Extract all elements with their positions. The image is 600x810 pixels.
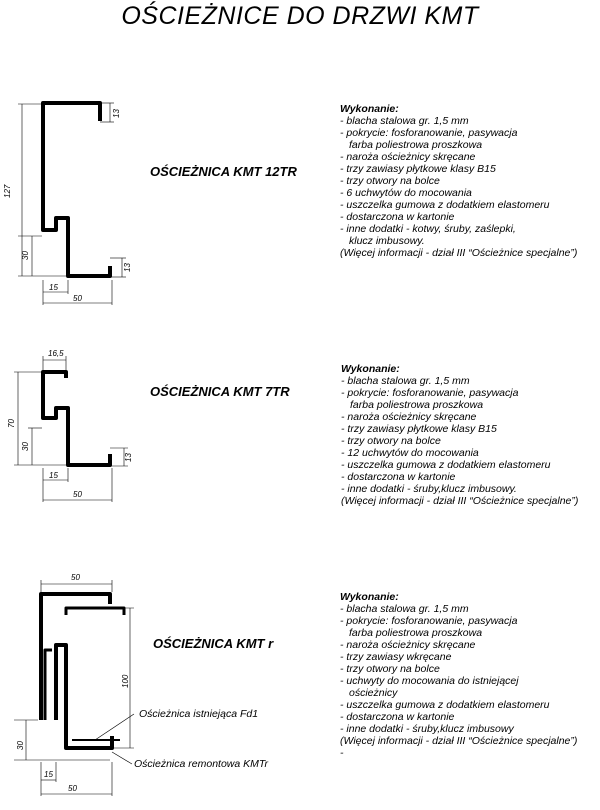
spec-line: - 12 uchwytów do mocowania	[341, 447, 479, 459]
spec-line: - trzy otwory na bolce	[341, 435, 441, 447]
dim-12tr-bottom-flange: 13	[123, 263, 132, 272]
dim-7tr-width: 50	[73, 490, 82, 499]
spec-line: - naroża ościeżnicy skręcane	[340, 151, 476, 163]
spec-line: - trzy zawiasy płytkowe klasy B15	[340, 163, 496, 175]
spec-line: - pokrycie: fosforanowanie, pasywacja	[340, 615, 518, 627]
callout-renovation-frame: Ościeżnica remontowa KMTr	[134, 758, 269, 770]
section-name-kmt-12tr: OŚCIEŻNICA KMT 12TR	[150, 164, 297, 179]
spec-line: - trzy zawiasy wkręcane	[340, 651, 452, 663]
dim-12tr-inner-width: 15	[49, 283, 58, 292]
spec-line: - blacha stalowa gr. 1,5 mm	[341, 375, 470, 387]
section-name-kmt-r: OŚCIEŻNICA KMT r	[153, 636, 274, 651]
dim-r-width: 50	[68, 784, 77, 793]
spec-line: (Więcej informacji - dział III “Ościeżnice specjalne”)	[340, 247, 578, 259]
section-name-kmt-7tr: OŚCIEŻNICA KMT 7TR	[150, 384, 290, 399]
spec-line: - dostarczona w kartonie	[340, 711, 455, 723]
spec-line: - trzy otwory na bolce	[340, 175, 440, 187]
spec-line: - naroża ościeżnicy skręcane	[341, 411, 477, 423]
spec-line: - inne dodatki - śruby,klucz imbusowy	[340, 723, 514, 735]
spec-line: farba poliestrowa proszkowa	[349, 627, 483, 639]
spec-line: - dostarczona w kartonie	[341, 471, 456, 483]
spec-line: - uszczelka gumowa z dodatkiem elastomeru	[340, 199, 550, 211]
spec-line: - dostarczona w kartonie	[340, 211, 455, 223]
spec-header: Wykonanie:	[340, 103, 399, 115]
dim-7tr-bottom-flange: 13	[124, 453, 133, 462]
dim-7tr-bottom-height: 30	[21, 442, 30, 451]
dim-r-height: 100	[121, 674, 130, 688]
profile-kmt-12tr	[18, 103, 126, 305]
spec-line: (Więcej informacji - dział III “Ościeżnice specjalne”)	[340, 735, 578, 747]
callout-existing-frame: Ościeżnica istniejąca Fd1	[139, 708, 259, 720]
page-title: OŚCIEŻNICE DO DRZWI KMT	[121, 2, 479, 30]
dim-7tr-inner-width: 15	[49, 471, 58, 480]
spec-line: - blacha stalowa gr. 1,5 mm	[340, 603, 469, 615]
spec-line: - uszczelka gumowa z dodatkiem elastomeru	[340, 699, 550, 711]
dim-7tr-height: 70	[7, 419, 16, 428]
spec-line: - naroża ościeżnicy skręcane	[340, 639, 476, 651]
dim-12tr-width: 50	[73, 294, 82, 303]
spec-line: -	[340, 747, 344, 759]
dim-12tr-top-flange: 13	[112, 109, 121, 118]
profile-kmt-r	[14, 580, 134, 796]
spec-line: klucz imbusowy.	[349, 235, 425, 247]
profile-kmt-7tr	[14, 356, 128, 502]
spec-line: - 6 uchwytów do mocowania	[340, 187, 472, 199]
spec-header: Wykonanie:	[340, 591, 399, 603]
dim-12tr-height: 127	[3, 184, 12, 198]
spec-line: - trzy otwory na bolce	[340, 663, 440, 675]
dim-12tr-bottom-height: 30	[21, 251, 30, 260]
dim-r-top-width: 50	[71, 573, 80, 582]
spec-block-kmt-12tr	[340, 103, 577, 259]
spec-line: - trzy zawiasy płytkowe klasy B15	[341, 423, 497, 435]
spec-line: farba poliestrowa proszkowa	[350, 399, 484, 411]
dim-7tr-top-width: 16,5	[48, 349, 64, 358]
dim-r-inner-width: 15	[44, 770, 53, 779]
spec-line: ościeżnicy	[349, 687, 398, 699]
spec-header: Wykonanie:	[341, 363, 400, 375]
spec-line: farba poliestrowa proszkowa	[349, 139, 483, 151]
spec-line: - uszczelka gumowa z dodatkiem elastomeru	[341, 459, 551, 471]
spec-line: (Więcej informacji - dział III “Ościeżnice specjalne”)	[341, 495, 579, 507]
dim-r-bottom-height: 30	[16, 741, 25, 750]
spec-line: - pokrycie: fosforanowanie, pasywacja	[341, 387, 519, 399]
spec-line: - uchwyty do mocowania do istniejącej	[340, 675, 519, 687]
spec-block-kmt-r	[340, 591, 577, 759]
spec-line: - blacha stalowa gr. 1,5 mm	[340, 115, 469, 127]
spec-line: - pokrycie: fosforanowanie, pasywacja	[340, 127, 518, 139]
spec-line: - inne dodatki - śruby,klucz imbusowy.	[341, 483, 517, 495]
spec-line: - inne dodatki - kotwy, śruby, zaślepki,	[340, 223, 516, 235]
spec-block-kmt-7tr	[341, 363, 578, 507]
